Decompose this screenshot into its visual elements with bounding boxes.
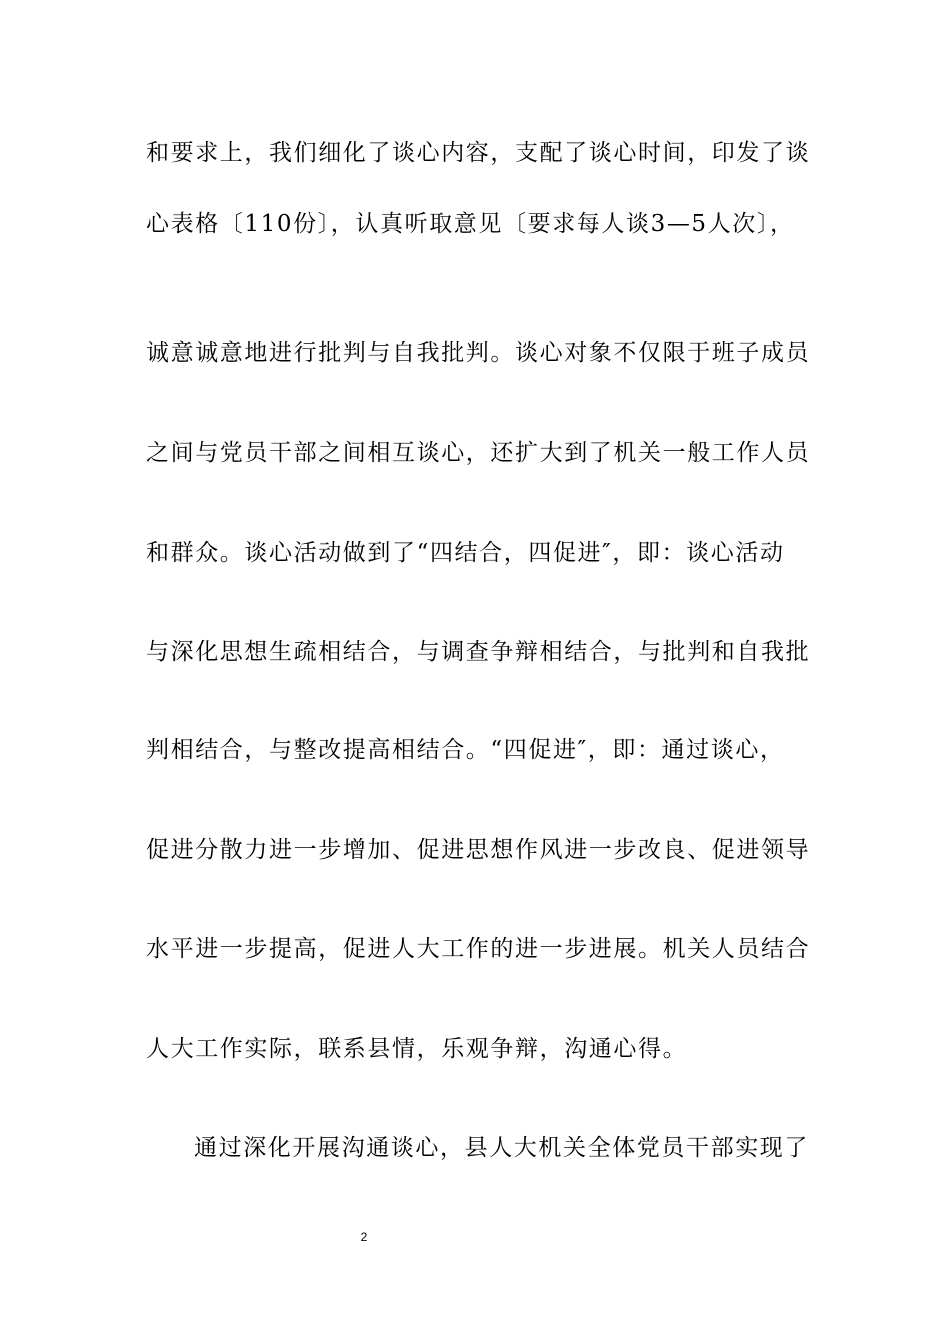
paragraph-first-line: 通过深化开展沟通谈心，县人大机关全体党员干部实现了 bbox=[194, 1135, 809, 1161]
body-text-line-5: 和群众。谈心活动做到了“四结合，四促进″，即：谈心活动 bbox=[146, 540, 785, 566]
body-text-line-1: 和要求上，我们细化了谈心内容，支配了谈心时间，印发了谈 bbox=[146, 140, 811, 166]
body-text-line-9: 水平进一步提高，促进人大工作的进一步进展。机关人员结合 bbox=[146, 936, 811, 962]
body-text-line-6: 与深化思想生疏相结合，与调查争辩相结合，与批判和自我批 bbox=[146, 639, 811, 665]
body-text-line-3: 诚意诚意地进行批判与自我批判。谈心对象不仅限于班子成员 bbox=[146, 340, 811, 366]
page-number: 2 bbox=[360, 1230, 368, 1244]
body-text-line-10: 人大工作实际，联系县情，乐观争辩，沟通心得。 bbox=[146, 1036, 688, 1062]
body-text-line-7: 判相结合，与整改提高相结合。“四促进″，即：通过谈心， bbox=[146, 737, 785, 763]
body-text-line-8: 促进分散力进一步增加、促进思想作风进一步改良、促进领导 bbox=[146, 837, 811, 863]
body-text-line-2: 心表格〔110份〕，认真听取意见〔要求每人谈3—5人次〕， bbox=[146, 211, 795, 237]
body-text-line-4: 之间与党员干部之间相互谈心，还扩大到了机关一般工作人员 bbox=[146, 440, 811, 466]
